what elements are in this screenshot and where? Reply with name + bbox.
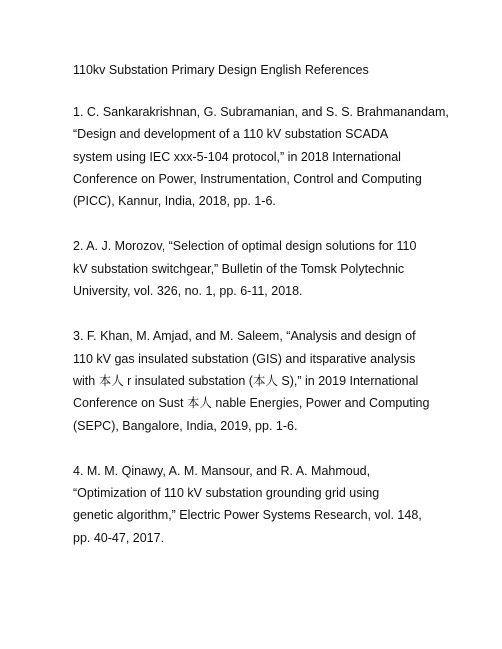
reference-line: Conference on Sust 本人 nable Energies, Power and Computing [73,396,430,411]
reference-2 [73,235,437,302]
reference-line: kV substation switchgear,” Bulletin of the Tomsk Polytechnic [73,261,405,276]
reference-line: 3. F. Khan, M. Amjad, and M. Saleem, “Analysis and design of [73,329,416,344]
reference-line: University, vol. 326, no. 1, pp. 6-11, 2018. [73,284,303,299]
reference-line: 4. M. M. Qinawy, A. M. Mansour, and R. A. Mahmoud, [73,463,371,478]
reference-1 [73,101,449,212]
reference-line: with 本人 r insulated substation (本人 S),” in 2019 International [73,373,419,388]
reference-line: (PICC), Kannur, India, 2018, pp. 1-6. [73,194,276,209]
reference-line: (SEPC), Bangalore, India, 2019, pp. 1-6. [73,418,298,433]
reference-line: 2. A. J. Morozov, “Selection of optimal design solutions for 110 [73,239,417,254]
reference-line: “Design and development of a 110 kV substation SCADA [73,127,389,142]
reference-3 [73,325,437,436]
reference-line: system using IEC xxx-5-104 protocol,” in 2018 International [73,149,401,164]
reference-line: pp. 40-47, 2017. [73,530,165,545]
reference-line: 1. C. Sankarakrishnan, G. Subramanian, and S. S. Brahmanandam, [73,105,449,119]
document-title: 110kv Substation Primary Design English References [73,63,369,77]
reference-4 [73,460,437,549]
reference-line: “Optimization of 110 kV substation grounding grid using [73,486,380,501]
reference-line: genetic algorithm,” Electric Power Systems Research, vol. 148, [73,508,422,523]
reference-line: 110 kV gas insulated substation (GIS) and itsparative analysis [73,351,416,366]
document-page [73,60,449,572]
reference-line: Conference on Power, Instrumentation, Control and Computing [73,171,422,186]
